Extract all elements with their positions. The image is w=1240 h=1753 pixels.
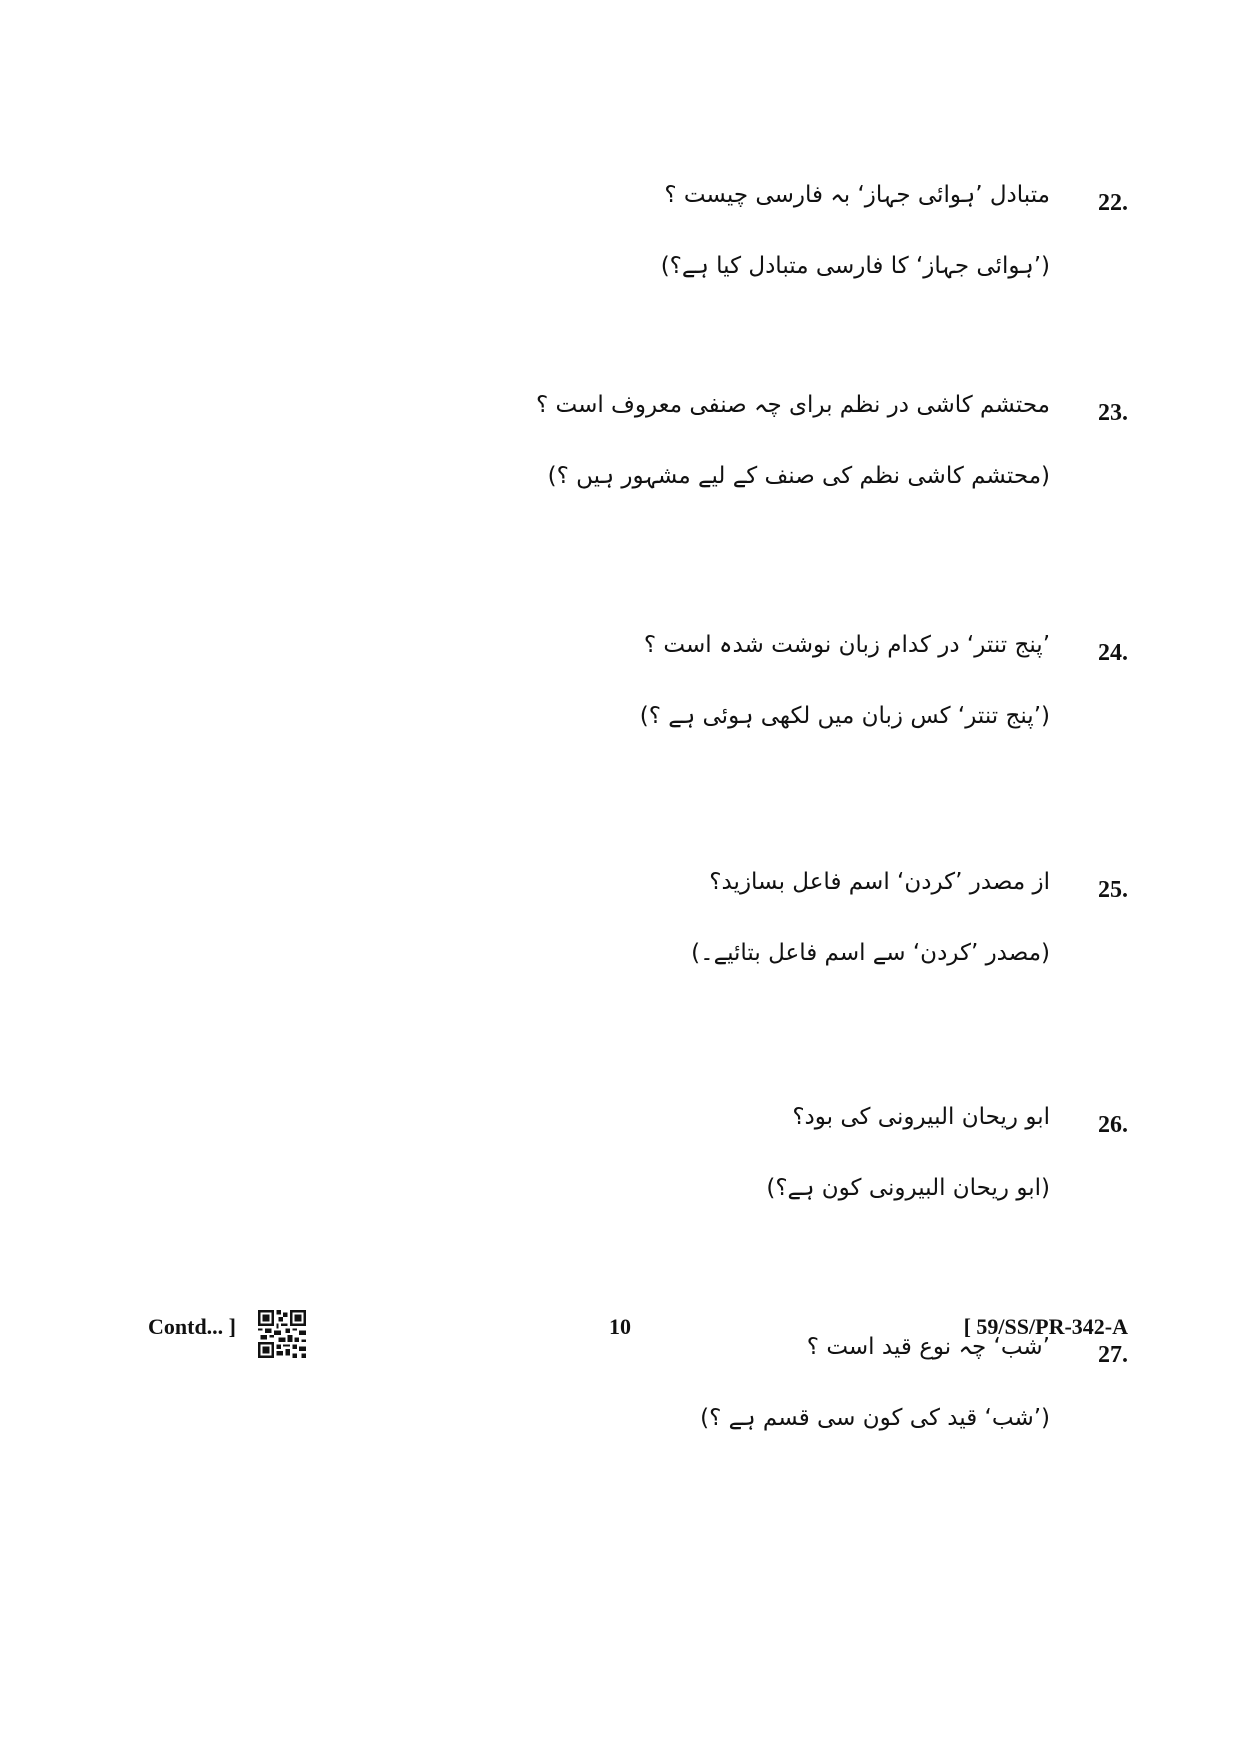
question-number: 23. [1098,400,1128,426]
page-footer [0,1310,1240,1350]
question-urdu-text: (’ہوائی جہاز‘ کا فارسی متبادل کیا ہے؟) [660,253,1050,279]
question-urdu-text: (محتشم کاشی نظم کی صنف کے لیے مشہور ہیں ؟) [547,463,1050,489]
question-number: 22. [1098,190,1128,216]
question-number: 27. [1098,1342,1128,1368]
question-urdu-text: (ابو ریحان البیرونی کون ہے؟) [766,1175,1050,1201]
question-urdu-text: (مصدر ’کردن‘ سے اسم فاعل بتائیے۔) [691,940,1050,966]
question-24 [0,632,1240,748]
question-persian-text: ابو ریحان البیرونی کی بود؟ [792,1104,1050,1130]
question-27 [0,1334,1240,1450]
question-number: 26. [1098,1112,1128,1138]
question-persian-text: از مصدر ’کردن‘ اسم فاعل بسازید؟ [709,869,1050,895]
question-26 [0,1104,1240,1220]
page-number: 10 [609,1314,631,1339]
question-persian-text: ’شب‘ چہ نوع قید است ؟ [806,1334,1050,1360]
question-23 [0,392,1240,508]
question-urdu-text: (’شب‘ قید کی کون سی قسم ہے ؟) [700,1405,1050,1431]
question-persian-text: متبادل ’ہوائی جہاز‘ بہ فارسی چیست ؟ [664,182,1050,208]
question-number: 24. [1098,640,1128,666]
question-persian-text: محتشم کاشی در نظم برای چہ صنفی معروف است ؟ [535,392,1050,418]
question-25 [0,869,1240,985]
paper-code: [ 59/SS/PR-342-A [963,1314,1128,1339]
question-22 [0,182,1240,298]
question-urdu-text: (’پنج تنتر‘ کس زبان میں لکھی ہوئی ہے ؟) [639,703,1050,729]
question-persian-text: ’پنج تنتر‘ در کدام زبان نوشت شدہ است ؟ [643,632,1050,658]
question-number: 25. [1098,877,1128,903]
contd-label: Contd... ] [148,1314,237,1339]
